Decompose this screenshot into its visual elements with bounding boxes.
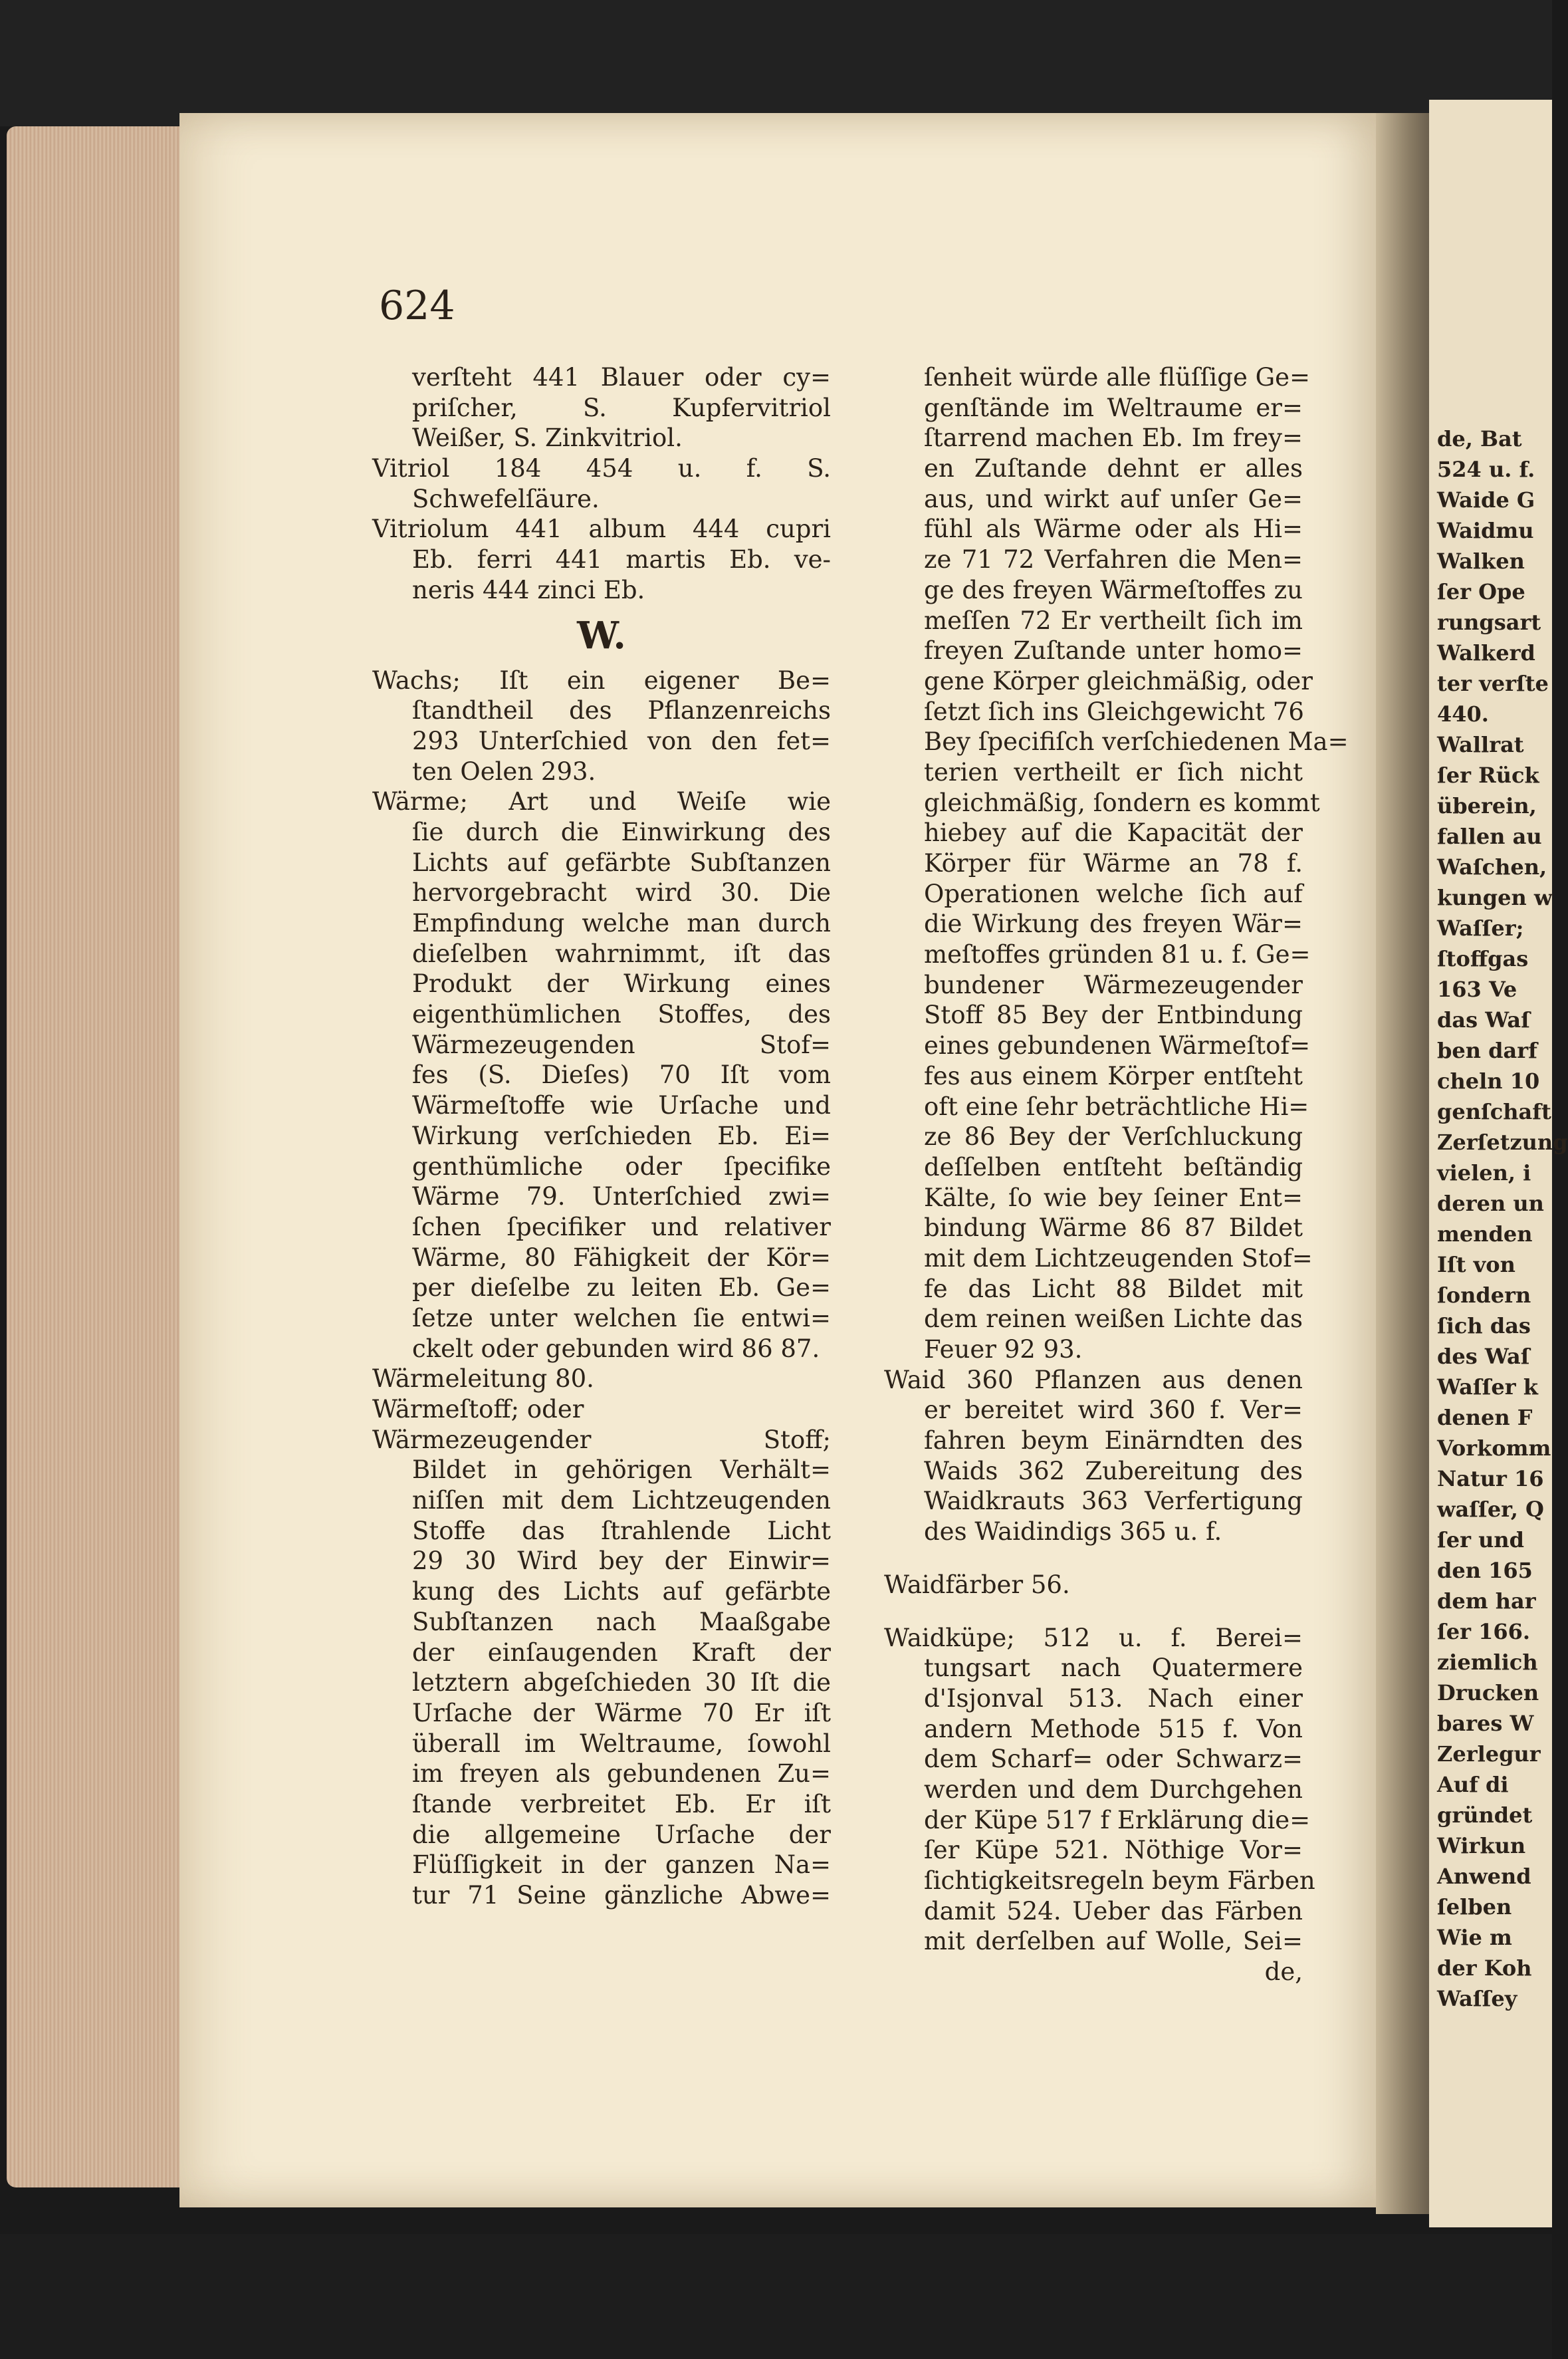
index-line-continuation: genſtände im Weltraume er= [924, 393, 1303, 422]
right-page-text-fragment: Waide G [1437, 487, 1535, 513]
right-page-text-fragment: 440. [1437, 701, 1489, 727]
right-page-text-fragment: Walkerd [1437, 640, 1535, 666]
index-line-continuation: fahren beym Einärndten des [924, 1426, 1303, 1455]
index-line-continuation: gleichmäßig, ſondern es kommt [924, 788, 1320, 817]
index-line-continuation: gene Körper gleichmäßig, oder [924, 666, 1313, 695]
right-page-text-fragment: kungen w [1437, 885, 1553, 910]
index-line-continuation: ſie durch die Einwirkung des [412, 817, 831, 846]
index-line-continuation: eigenthümlichen Stoffes, des [412, 1000, 831, 1029]
index-line-continuation: terien vertheilt er ſich nicht [924, 757, 1303, 787]
index-line-continuation: hiebey auf die Kapacität der [924, 818, 1303, 848]
index-entry-line: Waid 360 Pflanzen aus denen [884, 1365, 1303, 1394]
index-line-continuation: Bildet in gehörigen Verhält= [412, 1455, 831, 1485]
right-page-text-fragment: menden [1437, 1221, 1533, 1247]
right-page-text-fragment: Walken [1437, 549, 1525, 574]
right-page-text-fragment: bares W [1437, 1711, 1534, 1736]
index-line-continuation: ten Oelen 293. [412, 757, 596, 786]
index-entry-line: Vitriolum 441 album 444 cupri [372, 515, 831, 544]
book-page-edges [7, 126, 179, 2187]
index-line-continuation: der Küpe 517 f Erklärung die= [924, 1805, 1311, 1834]
index-line-continuation: priſcher, S. Kupfervitriol [412, 393, 831, 422]
index-line-continuation: ckelt oder gebunden wird 86 87. [412, 1334, 820, 1363]
right-page-text-fragment: 524 u. f. [1437, 457, 1535, 482]
right-page-text-fragment: rungsart [1437, 610, 1541, 635]
right-page-text-fragment: Waſchen, [1437, 854, 1547, 880]
index-line-continuation: Eb. ferri 441 martis Eb. ve- [412, 545, 831, 574]
index-entry-line: Waidfärber 56. [884, 1570, 1070, 1599]
index-line-continuation: ſetze unter welchen ſie entwi= [412, 1303, 831, 1332]
index-line-continuation: meſſen 72 Er vertheilt ſich im [924, 606, 1303, 635]
index-entry-line: Waidküpe; 512 u. f. Berei= [884, 1623, 1303, 1652]
index-line-continuation: Wärmezeugenden Stof= [412, 1030, 831, 1059]
index-line-continuation: Feuer 92 93. [924, 1335, 1083, 1364]
right-page-text-fragment: der Koh [1437, 1955, 1532, 1981]
index-line-continuation: Urſache der Wärme 70 Er iſt [412, 1698, 831, 1727]
index-line-continuation: d'Isjonval 513. Nach einer [924, 1683, 1303, 1713]
index-line-continuation: Weißer, S. Zinkvitriol. [412, 424, 683, 453]
index-line-continuation: ſenheit würde alle flüſſige Ge= [924, 363, 1311, 392]
section-letter-heading: W. [577, 613, 626, 658]
right-page-text-fragment: dem har [1437, 1588, 1536, 1614]
index-line-continuation: ſtandtheil des Pflanzenreichs [412, 696, 831, 725]
index-line-continuation: en Zuſtande dehnt er alles [924, 454, 1303, 483]
index-line-continuation: ſtarrend machen Eb. Im frey= [924, 424, 1303, 453]
index-line-continuation: der einſaugenden Kraft der [412, 1638, 831, 1667]
right-page-text-fragment: ſer Ope [1437, 579, 1525, 604]
index-line-continuation: dieſelben wahrnimmt, iſt das [412, 939, 831, 968]
right-page-text-fragment: waſſer, Q [1437, 1497, 1544, 1522]
index-line-continuation: bindung Wärme 86 87 Bildet [924, 1213, 1303, 1243]
right-page-text-fragment: Iſt von [1437, 1252, 1515, 1277]
index-line-continuation: Kälte, ſo wie bey ſeiner Ent= [924, 1183, 1303, 1212]
index-line-continuation: Stoff 85 Bey der Entbindung [924, 1001, 1303, 1030]
index-line-continuation: Körper für Wärme an 78 f. [924, 849, 1303, 878]
index-line-continuation: die Wirkung des freyen Wär= [924, 910, 1303, 939]
index-line-continuation: 29 30 Wird bey der Einwir= [412, 1547, 831, 1576]
index-line-continuation: Empfindung welche man durch [412, 909, 831, 937]
index-line-continuation: meſtoffes gründen 81 u. f. Ge= [924, 940, 1311, 969]
right-page-text-fragment: Waidmu [1437, 518, 1534, 543]
index-line-continuation: Lichts auf gefärbte Subſtanzen [412, 848, 831, 877]
index-line-continuation: ze 86 Bey der Verſchluckung [924, 1122, 1303, 1152]
index-column-right [884, 362, 1349, 1987]
right-page-text-fragment: 163 Ve [1437, 977, 1517, 1002]
index-line-continuation: aus, und wirkt auf unſer Ge= [924, 484, 1303, 513]
background-top [0, 0, 1552, 126]
index-entry-line: Wärmezeugender Stoff; [372, 1425, 831, 1454]
index-line-continuation: Flüſſigkeit in der ganzen Na= [412, 1850, 831, 1880]
right-page-text-fragment: ter verſte [1437, 671, 1549, 696]
index-line-continuation: eines gebundenen Wärmeſtof= [924, 1031, 1311, 1060]
right-page-text-fragment: vielen, i [1437, 1160, 1531, 1185]
page-number: 624 [379, 283, 455, 329]
index-line-continuation: 293 Unterſchied von den fet= [412, 726, 831, 755]
index-line-continuation: oft eine ſehr beträchtliche Hi= [924, 1092, 1309, 1121]
right-page-text-fragment: Zerlegur [1437, 1741, 1541, 1767]
right-page-text-fragment: ſelben [1437, 1894, 1512, 1920]
right-page-text-fragment: überein, [1437, 793, 1537, 818]
index-line-continuation: Subſtanzen nach Maaßgabe [412, 1607, 831, 1636]
index-entry-line: Vitriol 184 454 u. f. S. [372, 454, 831, 483]
line-gap [884, 1547, 1303, 1570]
index-line-continuation: Waidkrauts 363 Verfertigung [924, 1487, 1303, 1516]
index-line-continuation: bundener Wärmezeugender [924, 970, 1303, 999]
index-entry-line: Wärme; Art und Weiſe wie [372, 787, 831, 816]
index-line-continuation: Waids 362 Zubereitung des [924, 1456, 1303, 1485]
right-page-text-fragment: ben darf [1437, 1038, 1537, 1063]
index-line-continuation: per dieſelbe zu leiten Eb. Ge= [412, 1273, 831, 1303]
background-bottom [0, 2234, 1552, 2359]
index-line-continuation: überall im Weltraume, ſowohl [412, 1729, 831, 1758]
index-line-continuation: er bereitet wird 360 f. Ver= [924, 1396, 1303, 1425]
index-line-continuation: Schwefelſäure. [412, 484, 600, 513]
index-entry-line: Wärmeſtoff; oder [372, 1395, 584, 1424]
index-line-continuation: fes aus einem Körper entſteht [924, 1061, 1303, 1090]
index-line-continuation: dem reinen weißen Lichte das [924, 1304, 1303, 1334]
index-line-continuation: fühl als Wärme oder als Hi= [924, 515, 1303, 544]
index-line-continuation: Operationen welche ſich auf [924, 879, 1303, 908]
index-line-continuation: niſſen mit dem Lichtzeugenden [412, 1486, 831, 1515]
right-page-text-fragment: ſich das [1437, 1313, 1531, 1338]
right-page-text-fragment: ſer Rück [1437, 763, 1539, 788]
right-page-text-fragment: denen F [1437, 1405, 1533, 1430]
index-line-continuation: tungsart nach Quatermere [924, 1654, 1303, 1683]
book-gutter [1376, 113, 1429, 2214]
right-page-text-fragment: den 165 [1437, 1558, 1533, 1583]
index-line-continuation: damit 524. Ueber das Färben [924, 1896, 1303, 1925]
index-line-continuation: ſchen ſpecifiker und relativer [412, 1212, 831, 1241]
index-line-continuation: Wärmeſtoffe wie Urſache und [412, 1091, 831, 1120]
index-line-continuation: Wirkung verſchieden Eb. Ei= [412, 1121, 831, 1150]
right-page-text-fragment: de, Bat [1437, 426, 1522, 451]
right-page-text-fragment: ſondern [1437, 1283, 1531, 1308]
right-page-text-fragment: Waſſey [1437, 1986, 1517, 2011]
index-line-continuation: ſtande verbreitet Eb. Er iſt [412, 1789, 831, 1818]
index-line-continuation: kung des Lichts auf gefärbte [412, 1577, 831, 1606]
index-line-continuation: ſer Küpe 521. Nöthige Vor= [924, 1836, 1303, 1865]
index-line-continuation: tur 71 Seine gänzliche Abwe= [412, 1881, 831, 1910]
index-line-continuation: ſichtigkeitsregeln beym Färben [924, 1866, 1315, 1895]
index-line-continuation: mit derſelben auf Wolle, Sei= [924, 1927, 1303, 1956]
index-line-continuation: neris 444 zinci Eb. [412, 575, 645, 604]
right-page-text-fragment: Anwend [1437, 1864, 1531, 1889]
right-page-text-fragment: Vorkomm [1437, 1435, 1551, 1461]
right-page-text-fragment: Natur 16 [1437, 1466, 1544, 1491]
right-page-text-fragment: Wie m [1437, 1925, 1512, 1950]
index-line-continuation: ze 71 72 Verfahren die Men= [924, 545, 1303, 574]
index-line-continuation: Stoffe das ſtrahlende Licht [412, 1516, 831, 1545]
index-line-continuation: letztern abgeſchieden 30 Iſt die [412, 1668, 831, 1697]
index-line-continuation: ſetzt ſich ins Gleichgewicht 76 [924, 697, 1304, 726]
right-page-text-fragment: genſchaft [1437, 1099, 1551, 1124]
line-gap [884, 1600, 1303, 1623]
index-line-continuation: werden und dem Durchgehen [924, 1775, 1303, 1804]
index-line-continuation: des Waidindigs 365 u. f. [924, 1517, 1222, 1547]
right-page-text-fragment: des Waſ [1437, 1344, 1530, 1369]
right-page-text-fragment: cheln 10 [1437, 1068, 1540, 1094]
index-line-continuation: andern Methode 515 f. Von [924, 1714, 1303, 1743]
right-page-text-fragment: ziemlich [1437, 1650, 1538, 1675]
catchword: de, [1264, 1957, 1303, 1987]
right-page-text-fragment: Auf di [1437, 1772, 1509, 1797]
index-line-continuation: Wärme 79. Unterſchied zwi= [412, 1182, 831, 1211]
right-page-text-fragment: Wallrat [1437, 732, 1524, 757]
index-line-continuation: fes (S. Dieſes) 70 Iſt vom [412, 1060, 831, 1090]
index-line-continuation: dem Scharf= oder Schwarz= [924, 1745, 1303, 1774]
index-line-continuation: im freyen als gebundenen Zu= [412, 1759, 831, 1789]
index-line-continuation: Bey ſpecifiſch verſchiedenen Ma= [924, 727, 1349, 757]
right-page-text-fragment: Waſſer; [1437, 916, 1524, 941]
index-line-continuation: genthümliche oder ſpecifike [412, 1152, 831, 1181]
index-line-continuation: hervorgebracht wird 30. Die [412, 878, 831, 908]
index-line-continuation: freyen Zuſtande unter homo= [924, 636, 1303, 666]
index-line-continuation: verſteht 441 Blauer oder cy= [412, 363, 831, 392]
index-line-continuation: Produkt der Wirkung eines [412, 969, 831, 999]
right-page-text-fragment: gründet [1437, 1802, 1533, 1828]
right-page-text-fragment: Drucken [1437, 1680, 1539, 1705]
index-entry-line: Wärmeleitung 80. [372, 1364, 594, 1394]
index-line-continuation: mit dem Lichtzeugenden Stof= [924, 1243, 1313, 1273]
index-line-continuation: ge des freyen Wärmeſtoffes zu [924, 575, 1303, 604]
index-line-continuation: fe das Licht 88 Bildet mit [924, 1274, 1303, 1303]
index-column-left [372, 362, 831, 1911]
right-page-text-fragment: Waſſer k [1437, 1374, 1538, 1400]
right-page-text-fragment: Zerſetzung [1437, 1130, 1568, 1155]
index-entry-line: Wachs; Iſt ein eigener Be= [372, 666, 831, 695]
index-line-continuation: deſſelben entſteht beſtändig [924, 1152, 1303, 1181]
right-page-text-fragment: ſtoffgas [1437, 946, 1529, 971]
book-page-right [1429, 100, 1568, 2227]
index-line-continuation: Wärme, 80 Fähigkeit der Kör= [412, 1243, 831, 1272]
index-line-continuation: die allgemeine Urſache der [412, 1820, 831, 1849]
right-page-text-fragment: ſer 166. [1437, 1619, 1531, 1644]
right-page-text-fragment: fallen au [1437, 824, 1542, 849]
right-page-text-fragment: das Waſ [1437, 1007, 1530, 1033]
right-page-text-fragment: Wirkun [1437, 1833, 1526, 1858]
right-page-text-fragment: deren un [1437, 1191, 1544, 1216]
right-page-text-fragment: ſer und [1437, 1527, 1525, 1552]
